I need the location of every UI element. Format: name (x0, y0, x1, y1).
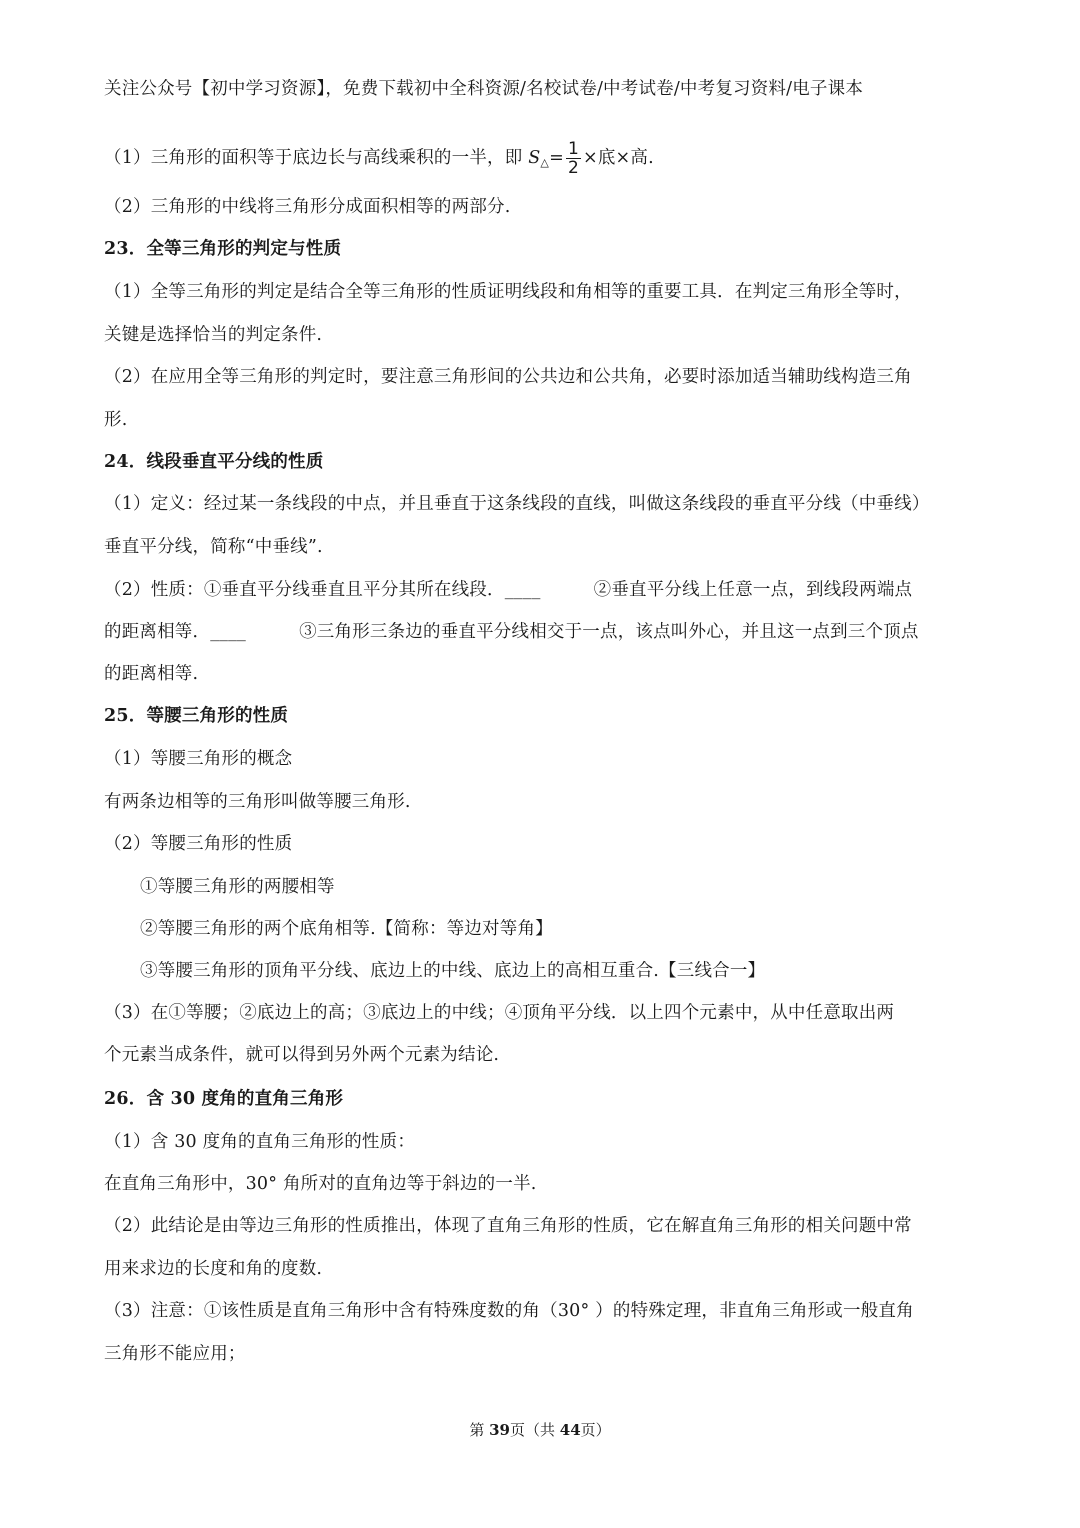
section-24-p2-line2: 的距离相等．____ ③三角形三条边的垂直平分线相交于一点，该点叫外心，并且这一点到三个顶点 (104, 622, 919, 642)
section-26-p3-line1: （3）注意：①该性质是直角三角形中含有特殊度数的角（30° ）的特殊定理，非直角三角形或一般直角 (104, 1301, 914, 1321)
paragraph-area-formula (104, 140, 984, 178)
footer-suffix: 页） (580, 1421, 611, 1439)
section-24-p2-line3: 的距离相等. (104, 664, 199, 684)
fraction-one-half (566, 140, 581, 177)
section-24-p1-line2: 垂直平分线，简称“中垂线”. (104, 537, 323, 557)
section-25-p1: （1）等腰三角形的概念 (104, 749, 293, 769)
section-25-item3: ③等腰三角形的顶角平分线、底边上的中线、底边上的高相互重合.【三线合一】 (140, 961, 766, 981)
section-26-p2-line1: （2）此结论是由等边三角形的性质推出，体现了直角三角形的性质，它在解直角三角形的相关问题中常 (104, 1216, 912, 1236)
area-formula-text: （1）三角形的面积等于底边长与高线乘积的一半，即 (104, 148, 529, 168)
footer-mid: 页（共 (509, 1421, 560, 1439)
equals-sign: = (549, 148, 564, 168)
header-notice: 关注公众号【初中学习资源】，免费下载初中全科资源/名校试卷/中考试卷/中考复习资料/电子课本 (104, 79, 864, 99)
section-25-p3-line2: 个元素当成条件，就可以得到另外两个元素为结论. (104, 1045, 500, 1065)
page-footer (0, 1420, 1080, 1440)
section-26-p2-line2: 用来求边的长度和角的度数. (104, 1259, 323, 1279)
section-25-p3-line1: （3）在①等腰；②底边上的高；③底边上的中线；④顶角平分线．以上四个元素中，从中任意取出两 (104, 1003, 895, 1023)
section-26-title: 26．含 30 度角的直角三角形 (104, 1089, 344, 1109)
section-24-title: 24．线段垂直平分线的性质 (104, 452, 324, 472)
section-25-p2: （2）等腰三角形的性质 (104, 834, 293, 854)
section-24-p1-line1: （1）定义：经过某一条线段的中点，并且垂直于这条线段的直线，叫做这条线段的垂直平分线（中垂线） (104, 494, 930, 514)
triangle-subscript: △ (540, 156, 550, 169)
section-25-item1: ①等腰三角形的两腰相等 (140, 877, 335, 897)
section-25-title: 25．等腰三角形的性质 (104, 706, 289, 726)
section-23-p2-line2: 形. (104, 410, 128, 430)
section-25-item2: ②等腰三角形的两个底角相等.【简称：等边对等角】 (140, 919, 553, 939)
section-26-p1-body: 在直角三角形中，30° 角所对的直角边等于斜边的一半. (104, 1174, 537, 1194)
fraction-numerator: 1 (567, 139, 579, 159)
section-25-p1-body: 有两条边相等的三角形叫做等腰三角形. (104, 792, 411, 812)
section-23-p1-line2: 关键是选择恰当的判定条件. (104, 325, 323, 345)
section-24-p2-line1: （2）性质：①垂直平分线垂直且平分其所在线段．____ ②垂直平分线上任意一点，到线段两端点 (104, 580, 913, 600)
section-26-p1: （1）含 30 度角的直角三角形的性质： (104, 1132, 416, 1152)
current-page-number: 39 (489, 1421, 510, 1439)
total-page-count: 44 (559, 1421, 581, 1439)
area-formula-tail: ×底×高. (582, 148, 654, 168)
paragraph-median-area: （2）三角形的中线将三角形分成面积相等的两部分. (104, 197, 511, 217)
section-23-p1-line1: （1）全等三角形的判定是结合全等三角形的性质证明线段和角相等的重要工具．在判定三角形全等时， (104, 282, 912, 302)
footer-prefix: 第 (469, 1421, 490, 1439)
area-symbol: S (528, 148, 541, 168)
fraction-denominator: 2 (567, 158, 579, 178)
section-23-title: 23．全等三角形的判定与性质 (104, 239, 342, 259)
section-26-p3-line2: 三角形不能应用； (104, 1344, 246, 1364)
section-23-p2-line1: （2）在应用全等三角形的判定时，要注意三角形间的公共边和公共角，必要时添加适当辅助线构造三角 (104, 367, 912, 387)
